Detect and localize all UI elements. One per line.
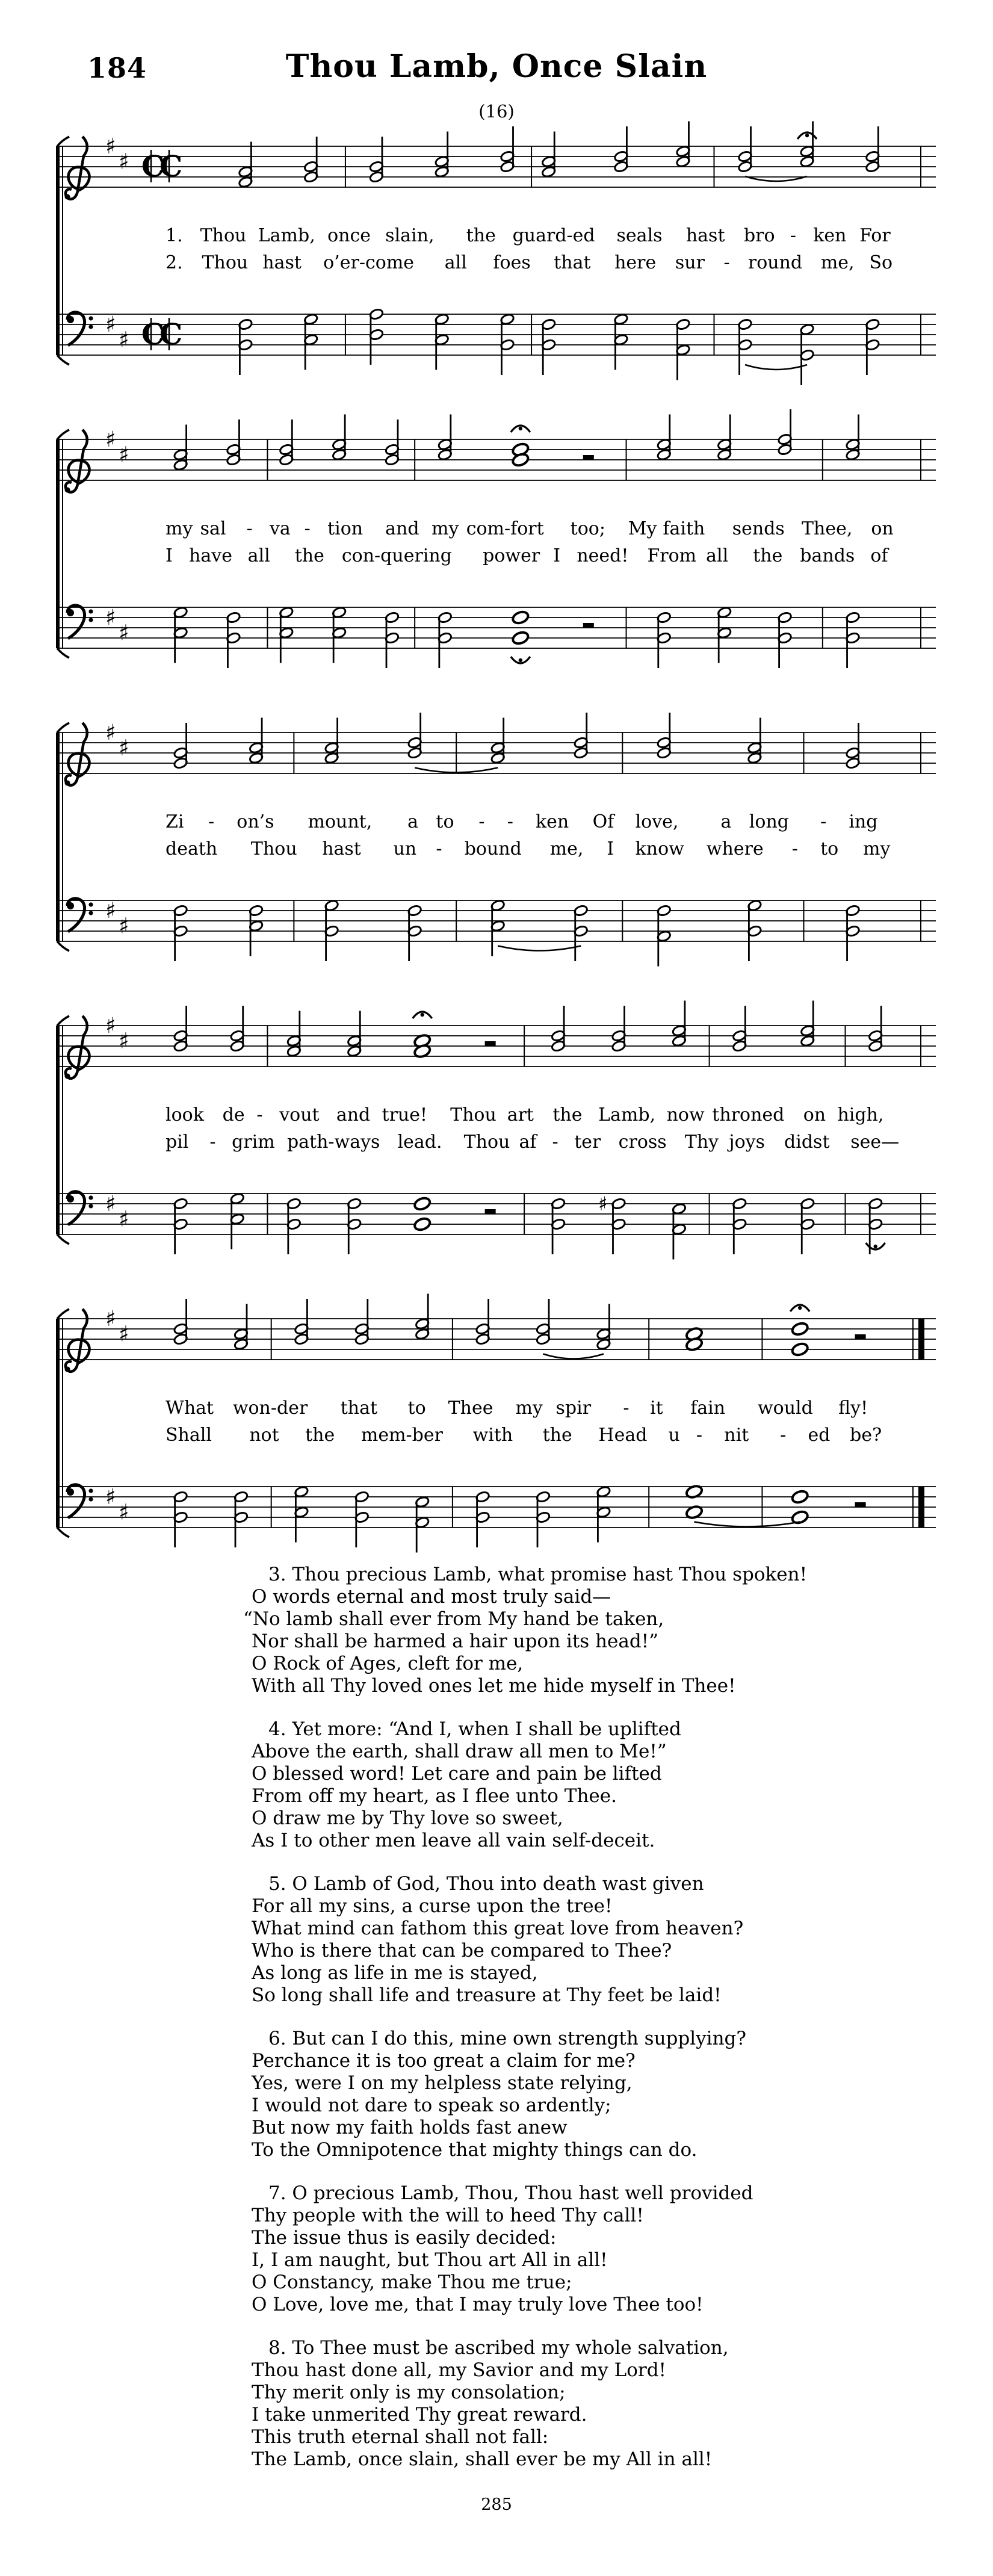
verse-line: O Constancy, make Thou me true; [252,2271,572,2293]
sharp-icon: ♯ [119,1500,129,1525]
lyric-word: ing [849,811,878,832]
lyric-word: that [340,1398,378,1419]
whole-note [413,1216,432,1231]
half-rest-icon [855,1334,866,1339]
brace-hook-bottom [57,355,69,365]
verse-line: 7. O precious Lamb, Thou, Thou hast well provided [268,2182,753,2204]
whole-note [791,1489,809,1504]
lyric-word: it [650,1398,663,1419]
lyric-word: hast [322,838,361,859]
lyric-word: to [407,1398,426,1419]
cut-time-icon: C [159,150,183,184]
sharp-icon: ♯ [119,327,129,353]
lyric-word: vout [279,1104,320,1125]
verse-line: Perchance it is too great a claim for me? [252,2050,636,2072]
fermata-dot [805,134,809,137]
fermata-dot [421,1013,424,1017]
verse-line: 6. But can I do this, mine own strength supplying? [268,2028,747,2049]
verse-line: Who is there that can be compared to Thee? [252,1940,672,1961]
lyric-word: throned [712,1104,785,1125]
brace-hook-top [57,723,69,732]
whole-note [413,1196,432,1211]
brace-hook-top [57,137,69,146]
slur [498,946,581,951]
lyric-word: ter [574,1132,601,1153]
sharp-icon: ♯ [105,1192,116,1216]
lyric-word: guard-ed [512,225,595,246]
fermata-dot [798,1306,802,1310]
lyric-word: and [385,518,419,539]
lyric-word: didst [784,1132,830,1153]
cut-time-icon: C [141,150,165,184]
lyric-word: foes [493,252,531,273]
lyric-word: con-quering [341,545,452,566]
sharp-icon: ♯ [105,1307,116,1331]
system-barline [56,439,60,648]
lyric-word: For [859,225,891,246]
lyric-word: death [166,838,218,859]
lyric-word: ed [808,1425,831,1446]
lyric-word: not [249,1425,279,1446]
lyric-word: - [208,811,215,832]
sharp-icon: ♯ [119,442,129,468]
system-barline [56,1026,60,1234]
verse-line: O draw me by Thy love so sweet, [252,1807,563,1829]
lyric-word: all [247,545,270,566]
lyric-word: Thou [202,252,249,273]
verse-line: I, I am naught, but Thou art All in all! [252,2249,608,2271]
lyric-word: com-fort [466,518,544,539]
half-rest-icon [583,623,594,628]
lyric-word: - [209,1132,216,1153]
sharp-icon: ♯ [105,1485,116,1509]
bass-clef-icon [67,899,93,932]
lyric-word: where [706,838,764,859]
verse-line: To the Omnipotence that mighty things can do. [252,2139,698,2161]
lyric-word: ken [813,225,847,246]
sharp-icon: ♯ [105,720,116,745]
half-rest-icon [583,455,594,460]
lyric-word: Thee, [802,518,853,539]
music-system-1 [51,129,942,388]
lyric-word: the [552,1104,583,1125]
music-system-2 [51,423,942,681]
lyric-word: Thou [450,1104,496,1125]
lyric-word: that [554,252,591,273]
lyric-word: bro [743,225,775,246]
lyric-word: and [336,1104,371,1125]
cut-time-icon: C [141,318,165,351]
lyric-word: ken [536,811,569,832]
brace-hook-bottom [57,1528,69,1537]
lyric-word: Thou [463,1132,510,1153]
lyric-word: - [304,518,311,539]
sharp-icon: ♯ [119,621,129,646]
slur [745,365,807,370]
verse-7 [252,2182,769,2316]
lyric-word: joys [729,1132,765,1153]
lyric-word: - [246,518,253,539]
tune-number: (16) [478,101,515,122]
lyric-word: Lamb, [258,225,315,246]
lyric-word: my [432,518,459,539]
lyric-word: o’er-come [323,252,415,273]
verse-6 [252,2028,769,2161]
lyric-word: power [483,545,540,566]
whole-note [512,630,530,645]
verse-line: 3. Thou precious Lamb, what promise hast Thou spoken! [268,1564,808,1585]
lyric-word: So [869,252,893,273]
fermata-dot [519,658,522,662]
lyric-word: all [444,252,467,273]
lyric-word: round [747,252,803,273]
lyric-word: fly! [838,1398,868,1419]
lyric-word: know [635,838,684,859]
brace-hook-bottom [57,941,69,951]
verse-line: Thy people with the will to heed Thy call! [252,2205,644,2226]
music-system-5 [51,1302,942,1561]
lyric-word: sal [200,518,226,539]
verse-3 [243,1564,808,1697]
lyric-word: the [305,1425,335,1446]
lyric-word: a [720,811,732,832]
lyric-word: won-der [232,1398,308,1419]
lyric-word: love, [635,811,679,832]
sharp-icon: ♯ [119,1322,129,1347]
lyric-word: the [294,545,324,566]
lyric-word: Of [592,811,614,832]
verse-line: The Lamb, once slain, shall ever be my All in all! [252,2448,713,2470]
lyric-word: mount, [308,811,373,832]
verse-5 [252,1873,769,2007]
lyric-word: here [614,252,657,273]
lyric-word: lead. [397,1132,442,1153]
lyric-word: - [791,838,798,859]
sharp-icon: ♯ [105,427,116,452]
lyric-word: to [820,838,839,859]
half-rest-icon [485,1209,496,1214]
lyric-word: un [393,838,417,859]
lyric-word: be? [850,1425,882,1446]
bass-clef-icon [67,1192,93,1225]
lyric-word: on [803,1104,826,1125]
lyric-word: have [189,545,232,566]
verse-line: For all my sins, a curse upon the tree! [252,1895,613,1917]
lyric-word: cross [618,1132,667,1153]
brace-hook-bottom [57,1234,69,1244]
lyric-word: hast [685,225,725,246]
music-system-3 [51,716,942,974]
verse-line: O Rock of Ages, cleft for me, [252,1653,524,1674]
lyric-word: my [515,1398,543,1419]
lyric-word: - [552,1132,558,1153]
lyric-word: my [166,518,193,539]
sharp-icon: ♯ [119,735,129,761]
verse-8 [252,2337,769,2471]
lyric-word: I [607,838,614,859]
verse-line: O Love, love me, that I may truly love Thee too! [252,2294,704,2315]
bass-clef-icon [67,1485,93,1518]
lyric-word: art [507,1104,534,1125]
whole-note [791,1342,809,1357]
whole-note [791,1321,809,1336]
lyric-word: spir [555,1398,592,1419]
lyric-word: - [696,1425,703,1446]
lyric-word: of [870,545,888,566]
verse-line: I take unmerited Thy great reward. [252,2404,587,2426]
verse-line: The issue thus is easily decided: [252,2227,557,2249]
lyric-word: - [780,1425,787,1446]
brace-hook-bottom [57,648,69,658]
lyric-word: on’s [237,811,274,832]
final-barline [918,1487,924,1528]
lyric-word: see— [850,1132,900,1153]
lyric-word: path-ways [286,1132,380,1153]
lyric-word: Thy [684,1132,719,1153]
verse-line: O blessed word! Let care and pain be lifted [252,1763,662,1785]
sharp-icon: ♯ [119,914,129,939]
lyric-word: bound [464,838,522,859]
lyric-word: de [222,1104,245,1125]
lyric-word: need! [577,545,629,566]
lyric-word: to [436,811,454,832]
lyric-word: me, [820,252,855,273]
lyric-word: - [820,811,827,832]
lyric-word: look [166,1104,204,1125]
lyric-word: the [753,545,783,566]
lyric-word: fain [690,1398,726,1419]
lyric-word: my [863,838,891,859]
verse-line: From off my heart, as I flee unto Thee. [252,1785,617,1807]
lyric-word: hast [262,252,302,273]
lyric-word: bands [800,545,855,566]
verse-line: As I to other men leave all vain self-deceit. [252,1830,655,1851]
lyric-word: faith [663,518,705,539]
bass-clef-icon [67,312,93,345]
lyric-word: sur [675,252,705,273]
verse-line: So long shall life and treasure at Thy feet be laid! [252,1984,722,2006]
verse-line: Yes, were I on my helpless state relying, [252,2072,633,2094]
brace-hook-top [57,1016,69,1026]
sharp-icon: ♯ [598,1192,608,1215]
lyric-word: high, [837,1104,884,1125]
sharp-icon: ♯ [119,1029,129,1054]
lyric-word: - [256,1104,263,1125]
verse-line: I would not dare to speak so ardently; [252,2095,611,2116]
lyric-word: 1. [166,225,183,246]
lyric-word: sends [732,518,785,539]
lyric-word: I [553,545,561,566]
verses-block [243,1564,808,2492]
lyric-word: From [647,545,697,566]
brace-hook-top [57,1309,69,1319]
hymn-number: 184 [87,52,147,84]
final-barline [918,1319,924,1360]
lyric-word: 2. [166,252,183,273]
verse-line: “No lamb shall ever from My hand be taken, [243,1608,664,1630]
lyric-word: now [666,1104,705,1125]
system-barline [56,1319,60,1528]
music-system-4 [51,1009,942,1268]
verse-4 [252,1718,769,1852]
page-title: Thou Lamb, Once Slain [285,48,708,85]
lyric-word: a [407,811,419,832]
sharp-icon: ♯ [105,605,116,630]
lyric-word: slain, [385,225,435,246]
bass-clef-icon [67,605,93,639]
lyric-word: I [166,545,173,566]
half-rest-icon [855,1502,866,1507]
slur [543,1354,604,1359]
lyric-word: mem-ber [360,1425,443,1446]
verse-line: 8. To Thee must be ascribed my whole salvation, [268,2337,729,2359]
lyric-word: true! [382,1104,428,1125]
lyric-word: va [269,518,291,539]
fermata-dot [874,1245,877,1248]
lyric-word: would [758,1398,813,1419]
lyric-word: - [790,225,796,246]
lyric-word: Zi [166,811,184,832]
lyric-word: af [519,1132,537,1153]
slur [694,1522,800,1527]
lyric-word: grim [232,1132,275,1153]
fermata-dot [519,427,522,430]
brace-hook-top [57,430,69,439]
half-rest-icon [485,1041,496,1046]
verse-line: But now my faith holds fast anew [252,2117,568,2138]
system-barline [56,732,60,941]
lyric-word: - [478,811,485,832]
lyric-word: nit [724,1425,749,1446]
sharp-icon: ♯ [105,899,116,923]
lyric-word: My [628,518,657,539]
lyric-word: pil [166,1132,189,1153]
lyric-word: Thou [200,225,247,246]
lyric-word: the [466,225,496,246]
verse-line: Thou hast done all, my Savior and my Lord! [252,2359,667,2381]
lyric-word: Head [598,1425,648,1446]
sharp-icon: ♯ [105,134,116,159]
lyric-word: u [668,1425,680,1446]
lyric-word: Thou [250,838,297,859]
lyric-word: Lamb, [598,1104,656,1125]
verse-line: 4. Yet more: “And I, when I shall be uplifted [268,1718,681,1740]
lyric-word: on [871,518,894,539]
verse-line: Above the earth, shall draw all men to Me!” [252,1741,667,1762]
lyric-word: the [542,1425,572,1446]
lyric-word: - [436,838,442,859]
lyric-word: all [706,545,729,566]
page-number: 285 [481,2495,512,2514]
verse-line: What mind can fathom this great love from heaven? [252,1918,744,1939]
lyric-word: - [507,811,513,832]
system-barline [56,146,60,355]
sharp-icon: ♯ [105,312,116,337]
lyric-word: Thee [448,1398,493,1419]
lyric-word: long [749,811,789,832]
sharp-icon: ♯ [119,149,129,175]
lyric-word: Shall [166,1425,212,1446]
lyric-word: me, [549,838,584,859]
verse-line: As long as life in me is stayed, [252,1962,538,1984]
lyric-word: once [327,225,371,246]
verse-line: With all Thy loved ones let me hide myself in Thee! [252,1675,736,1697]
lyric-word: too; [570,518,605,539]
sharp-icon: ♯ [105,1014,116,1038]
verse-line: O words eternal and most truly said— [252,1586,611,1608]
whole-note [512,610,530,625]
lyric-word: What [166,1398,214,1419]
lyric-word: - [623,1398,630,1419]
lyric-word: with [472,1425,513,1446]
lyric-word: tion [327,518,363,539]
cut-time-icon: C [159,318,183,351]
verse-line: Thy merit only is my consolation; [252,2382,566,2403]
sharp-icon: ♯ [119,1207,129,1232]
verse-line: This truth eternal shall not fall: [252,2426,549,2448]
lyric-word: seals [616,225,663,246]
lyric-word: - [723,252,730,273]
verse-line: Nor shall be harmed a hair upon its head!” [252,1630,658,1652]
verse-line: 5. O Lamb of God, Thou into death wast given [268,1873,704,1895]
